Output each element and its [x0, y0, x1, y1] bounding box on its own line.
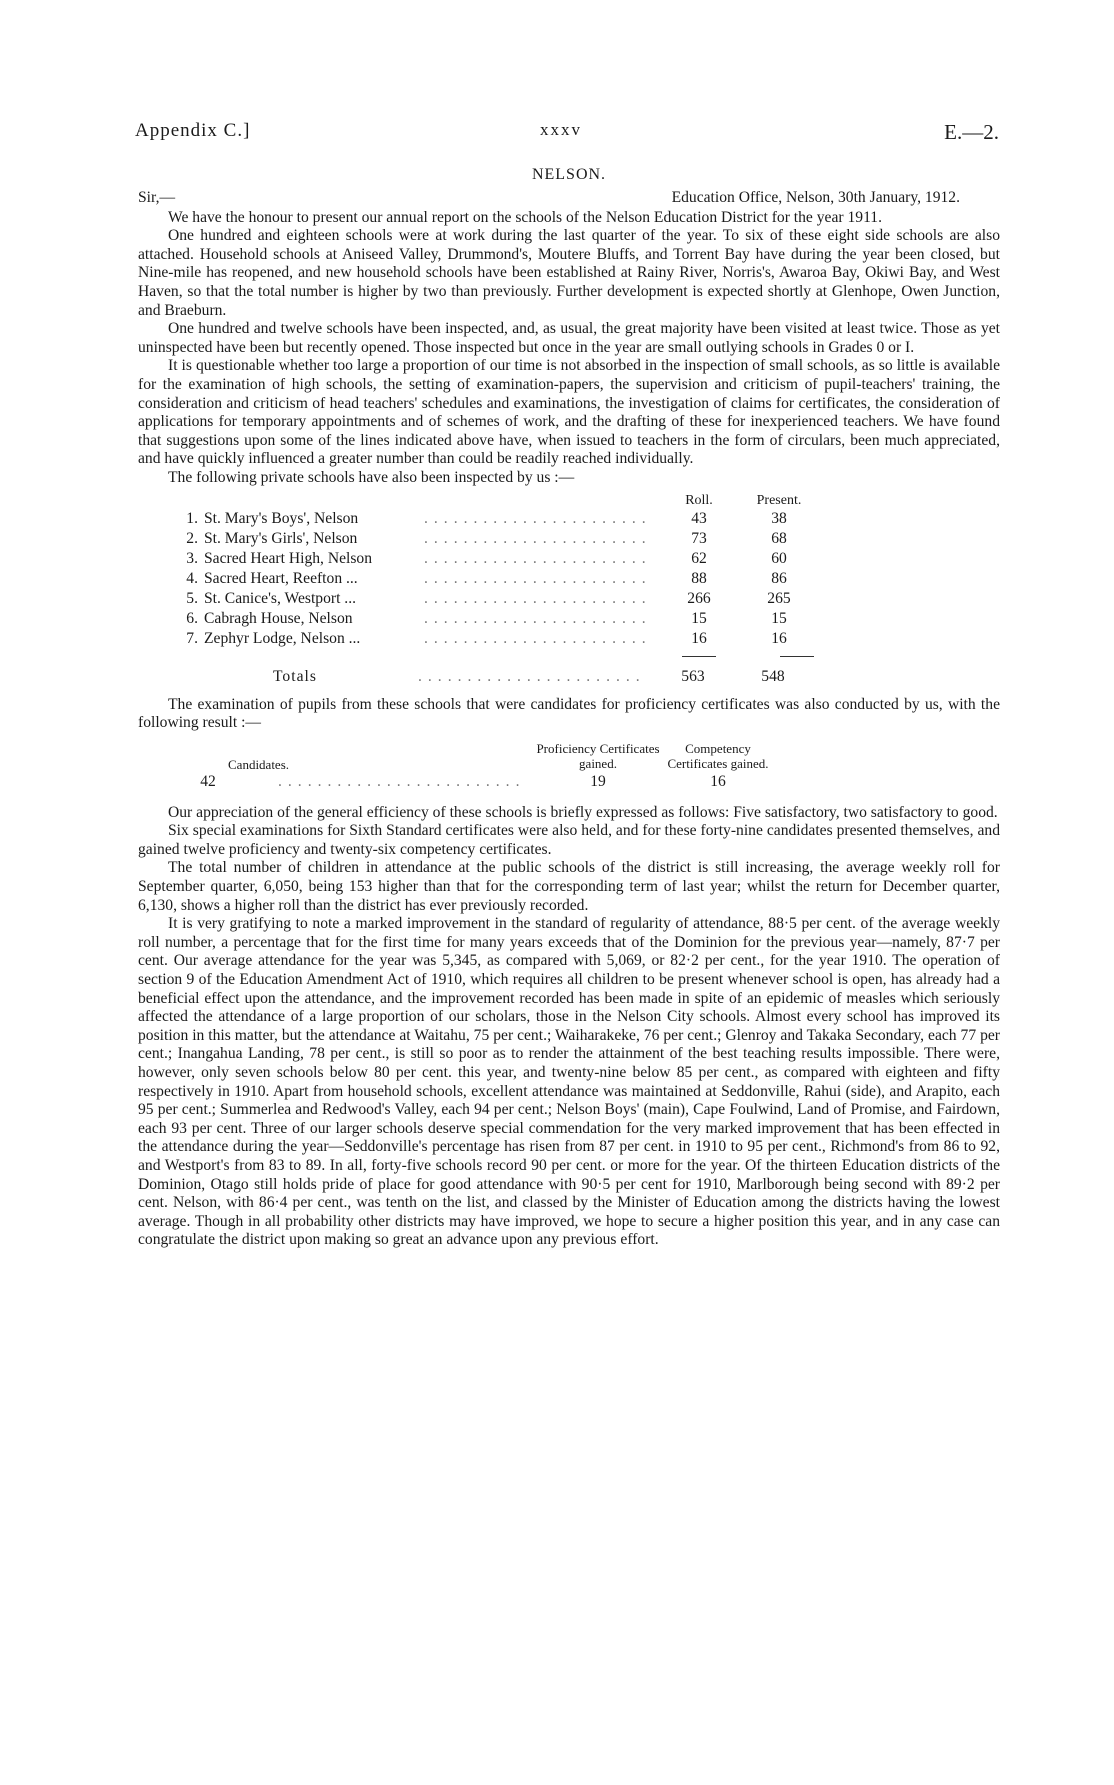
- school-name: St. Canice's, Westport ...: [204, 590, 356, 608]
- paragraph: The examination of pupils from these schools that were candidates for proficiency certificates was also conducted by us, with the following result :—: [138, 695, 1000, 732]
- school-roll: 62: [691, 550, 707, 568]
- roll-column-header: Roll.: [685, 492, 713, 508]
- paragraph: Six special examinations for Sixth Standard certificates were also held, and for these forty-nine candidates presented themselves, and gained twelve proficiency and twenty-six competency certificates.: [138, 822, 1000, 858]
- appendix-label: Appendix C.]: [135, 120, 251, 141]
- table-row: [138, 570, 1000, 590]
- school-present: 68: [771, 530, 787, 548]
- school-number: 2.: [186, 530, 198, 548]
- school-present: 15: [771, 610, 787, 628]
- table-row: [138, 590, 1000, 610]
- dateline: Education Office, Nelson, 30th January, 1912.: [671, 188, 960, 206]
- exam-results-table: [138, 741, 1000, 794]
- report-body: [138, 166, 1000, 1250]
- table-row: [138, 630, 1000, 650]
- document-code: E.—2.: [944, 120, 999, 144]
- exam-header: [138, 741, 1000, 772]
- paragraph: It is questionable whether too large a proportion of our time is not absorbed in the inspection of small schools, as so little is available for the examination of high schools, the setting of examination-papers, the supervision and criticism of pupil-teachers' training, the consideration and criticism of head teachers' schedules and examinations, the investigation of claims for certificates, the consideration of applications for temporary appointments and of schemes of work, and the drafting of these for inexperienced teachers. We have found that suggestions upon some of the lines indicated above have, when issued to teachers in the form of circulars, been much appreciated, and have quickly influenced a greater number than could be readily reached individually.: [138, 357, 1000, 468]
- school-present: 16: [771, 630, 787, 648]
- school-present: 86: [771, 570, 787, 588]
- leader-dots: .......................: [424, 510, 652, 528]
- school-number: 6.: [186, 610, 198, 628]
- table-row: [138, 550, 1000, 570]
- paragraph: One hundred and twelve schools have been inspected, and, as usual, the great majority have been visited at least twice. Those as yet uninspected have been but recently opened. Those inspected but once in the year are small outlying schools in Grades 0 or I.: [138, 320, 1000, 356]
- private-schools-table: [138, 492, 1000, 690]
- leader-dots: .........................: [278, 773, 526, 791]
- present-column-header: Present.: [756, 492, 802, 508]
- school-number: 4.: [186, 570, 198, 588]
- totals-row: [138, 666, 1000, 690]
- salutation: Sir,—: [138, 188, 176, 206]
- school-roll: 43: [691, 510, 707, 528]
- school-name: Sacred Heart, Reefton ...: [204, 570, 358, 588]
- present-rule: [780, 656, 814, 662]
- leader-dots: .......................: [424, 530, 652, 548]
- school-present: 265: [767, 590, 791, 608]
- table-header: [138, 492, 1000, 510]
- roll-rule: [682, 656, 716, 662]
- paragraph: One hundred and eighteen schools were at work during the last quarter of the year. To six of these eight side schools are also attached. Household schools at Aniseed Valley, Drummond's, Moutere Bluffs, and Torrent Bay have during the year been closed, but Nine-mile has reopened, and new household schools have been established at Rainy River, Norris's, Awaroa Bay, Okiwi Bay, and West Haven, so that the total number is higher by two than previously. Further development is expected shortly at Glenhope, Owen Junction, and Braeburn.: [138, 227, 1000, 319]
- school-name: Sacred Heart High, Nelson: [204, 550, 373, 568]
- school-roll: 73: [691, 530, 707, 548]
- school-roll: 16: [691, 630, 707, 648]
- paragraph: We have the honour to present our annual report on the schools of the Nelson Education District for the year 1911.: [168, 208, 882, 226]
- table-row: [138, 530, 1000, 550]
- school-number: 1.: [186, 510, 198, 528]
- leader-dots: .......................: [424, 610, 652, 628]
- school-number: 3.: [186, 550, 198, 568]
- page-header: [130, 120, 999, 148]
- school-name: St. Mary's Girls', Nelson: [204, 530, 358, 548]
- report-title: NELSON.: [531, 166, 607, 183]
- proficiency-column-header: Proficiency Certificates gained.: [536, 740, 660, 771]
- exam-values-row: [138, 772, 1000, 794]
- leader-dots: .......................: [424, 550, 652, 568]
- paragraph: The total number of children in attendance at the public schools of the district is still increasing, the average weekly roll for September quarter, 6,050, being 153 higher than that for the corresponding term of last year; whilst the return for December quarter, 6,130, shows a higher roll than the district has ever previously recorded.: [138, 859, 1000, 914]
- school-roll: 266: [687, 590, 711, 608]
- totals-rule: [138, 650, 1000, 662]
- school-roll: 88: [691, 570, 707, 588]
- leader-dots: .......................: [418, 668, 646, 686]
- competency-column-header: Competency Certificates gained.: [667, 740, 769, 771]
- paragraph: It is very gratifying to note a marked improvement in the standard of regularity of attendance, 88·5 per cent. of the average weekly roll number, a percentage that for the first time for many years exceeds that of the Dominion for the previous year—namely, 87·7 per cent. Our average attendance for the year was 5,345, as compared with 5,069, or 82·2 per cent., for the year 1910. The operation of section 9 of the Education Amendment Act of 1910, which requires all children to be present whenever school is open, has already had a beneficial effect upon the attendance, and the improvement recorded has been made in spite of an epidemic of measles which seriously affected the attendance of a large proportion of our scholars, those in the Nelson City schools. Almost every school has improved its position in this matter, but the attendance at Waitahu, 75 per cent.; Waiharakeke, 76 per cent.; Glenroy and Takaka Secondary, each 77 per cent.; Inangahua Landing, 78 per cent., is still so poor as to render the attainment of the best teaching results impossible. There were, however, only seven schools below 80 per cent. this year, and twenty-nine below 85 per cent., as compared with eighteen and fifty respectively in 1910. Apart from household schools, excellent attendance was maintained at Seddonville, Rahui (side), and Arapito, each 95 per cent.; Summerlea and Redwood's Valley, each 94 per cent.; Nelson Boys' (main), Cape Foulwind, Land of Promise, and Fairdown, each 93 per cent. Three of our larger schools deserve special commendation for the very marked improvement that has been effected in the attendance during the year—Seddonville's percentage has risen from 87 per cent. in 1910 to 95 per cent., Richmond's from 86 to 92, and Westport's from 83 to 89. In all, forty-five schools record 90 per cent. or more for the year. Of the thirteen Education districts of the Dominion, Otago still holds pride of place for good attendance with 90·5 per cent for 1910, Marlborough being second with 89·2 per cent. Nelson, with 86·4 per cent., was tenth on the list, and classed by the Minister of Education among the districts having the lowest average. Though in all probability other districts may have improved, we hope to secure a higher position this year, and in any case can congratulate the district upon making so great an advance upon any previous effort.: [138, 915, 1000, 1249]
- school-name: Zephyr Lodge, Nelson ...: [204, 630, 361, 648]
- school-number: 7.: [186, 630, 198, 648]
- school-number: 5.: [186, 590, 198, 608]
- page-number: xxxv: [540, 120, 582, 139]
- school-roll: 15: [691, 610, 707, 628]
- candidates-column-header: Candidates.: [228, 756, 290, 772]
- proficiency-value: 19: [590, 773, 606, 791]
- dateline-row: [138, 189, 1000, 209]
- school-name: Cabragh House, Nelson: [204, 610, 353, 628]
- leader-dots: .......................: [424, 630, 652, 648]
- totals-label: Totals: [273, 668, 317, 686]
- leader-dots: .......................: [424, 570, 652, 588]
- totals-roll: 563: [681, 668, 705, 686]
- competency-value: 16: [710, 773, 726, 791]
- school-present: 38: [771, 510, 787, 528]
- paragraph: Our appreciation of the general efficiency of these schools is briefly expressed as follows: Five satisfactory, two satisfactory to good.: [168, 803, 998, 821]
- leader-dots: .......................: [424, 590, 652, 608]
- totals-present: 548: [761, 668, 785, 686]
- candidates-value: 42: [200, 773, 216, 791]
- paragraph: The following private schools have also been inspected by us :—: [168, 468, 575, 486]
- table-row: [138, 610, 1000, 630]
- school-name: St. Mary's Boys', Nelson: [204, 510, 359, 528]
- table-row: [138, 510, 1000, 530]
- school-present: 60: [771, 550, 787, 568]
